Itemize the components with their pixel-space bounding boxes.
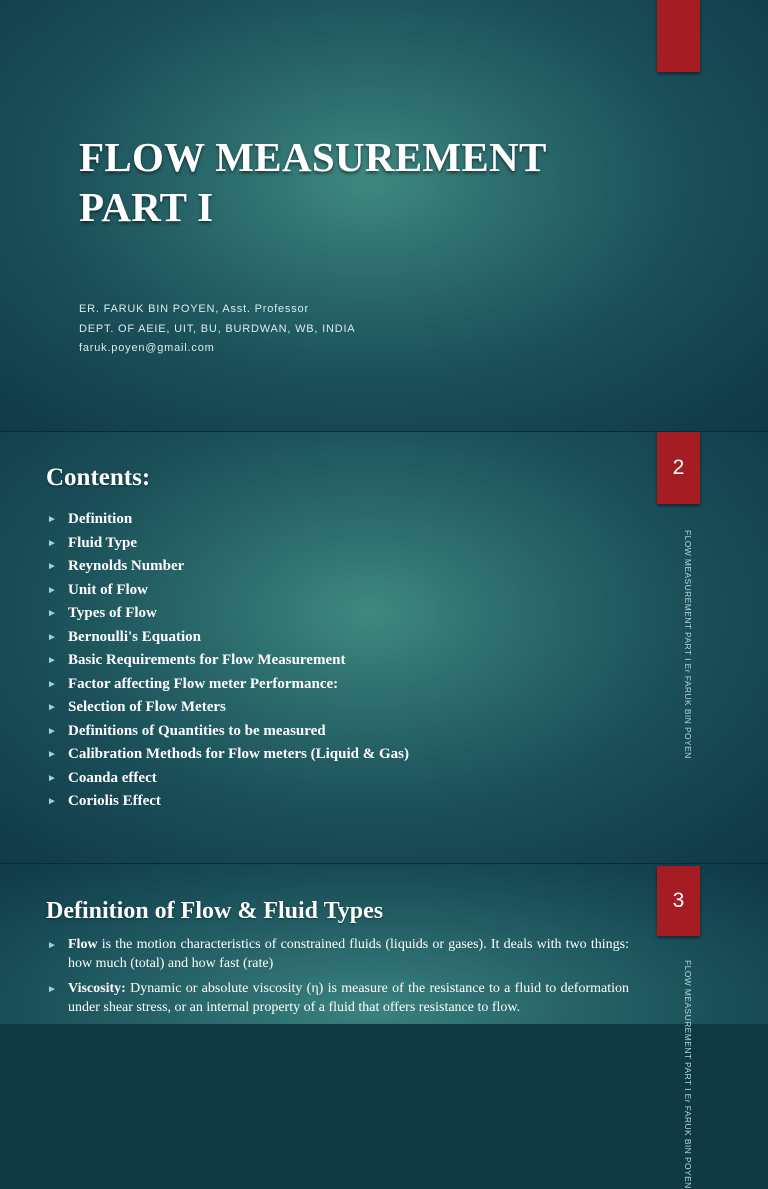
list-item: ► Selection of Flow Meters: [47, 696, 409, 720]
bullet-icon: ►: [47, 984, 57, 995]
title-slide: [0, 0, 768, 432]
list-item: ► Definition: [47, 508, 409, 532]
author-email: faruk.poyen@gmail.com: [79, 342, 215, 354]
list-item: ► Coanda effect: [47, 767, 409, 791]
vertical-footer-label: FLOW MEASUREMENT PART I Er FARUK BIN POYEN: [683, 530, 693, 759]
list-item: ► Bernoulli's Equation: [47, 626, 409, 650]
bullet-icon: ►: [47, 796, 57, 807]
title-line-2: PART I: [79, 184, 214, 230]
list-item: ► Unit of Flow: [47, 579, 409, 603]
term-flow: Flow: [68, 937, 98, 952]
author-name: ER. FARUK BIN POYEN, Asst. Professor: [79, 303, 309, 315]
list-item: ► Fluid Type: [47, 532, 409, 556]
list-item: ► Types of Flow: [47, 602, 409, 626]
bullet-icon: ►: [47, 631, 57, 643]
bullet-icon: ►: [47, 702, 57, 713]
list-item: [47, 936, 629, 973]
definition-heading: Definition of Flow & Fluid Types: [46, 898, 384, 924]
vertical-footer-label: FLOW MEASUREMENT PART I Er FARUK BIN POYEN: [683, 960, 693, 1189]
bullet-icon: ►: [47, 655, 57, 666]
bullet-icon: ►: [47, 584, 57, 596]
list-item: ► Coriolis Effect: [47, 790, 409, 814]
term-viscosity: Viscosity:: [68, 981, 126, 996]
contents-slide: [0, 432, 768, 864]
slide-number-tab: [657, 0, 700, 72]
bullet-icon: ►: [47, 537, 57, 549]
flow-definition: is the motion characteristics of constrained fluids (liquids or gases). It deals with two things: how much (total) and how fast (rate): [68, 937, 629, 971]
slide-title: [79, 132, 547, 232]
bullet-icon: ►: [47, 608, 57, 619]
bullet-icon: ►: [47, 561, 57, 572]
viscosity-definition: Dynamic or absolute viscosity (η) is measure of the resistance to a fluid to deformation under shear stress, or an internal property of a fluid that offers resistance to flow.: [68, 981, 629, 1015]
list-item: ► Factor affecting Flow meter Performance:: [47, 673, 409, 697]
list-item: ► Basic Requirements for Flow Measurement: [47, 649, 409, 673]
bullet-icon: ►: [47, 514, 57, 525]
list-item: ► Definitions of Quantities to be measured: [47, 720, 409, 744]
title-line-1: FLOW MEASUREMENT: [79, 134, 547, 180]
bullet-icon: ►: [47, 749, 57, 760]
bullet-icon: ►: [47, 772, 57, 784]
definition-list: [47, 936, 629, 1024]
bullet-icon: ►: [47, 678, 57, 690]
list-item: [47, 980, 629, 1017]
slide-number-tab: 3: [657, 866, 700, 936]
slide-number-tab: 2: [657, 432, 700, 504]
contents-heading: Contents:: [46, 464, 151, 491]
author-department: DEPT. OF AEIE, UIT, BU, BURDWAN, WB, INDIA: [79, 322, 356, 335]
bullet-icon: ►: [47, 725, 57, 737]
definition-slide: [0, 864, 768, 1189]
author-block: [79, 300, 355, 359]
bullet-icon: ►: [47, 940, 57, 951]
contents-list: [47, 508, 409, 814]
list-item: ► Reynolds Number: [47, 555, 409, 579]
list-item: ► Calibration Methods for Flow meters (Liquid & Gas): [47, 743, 409, 767]
